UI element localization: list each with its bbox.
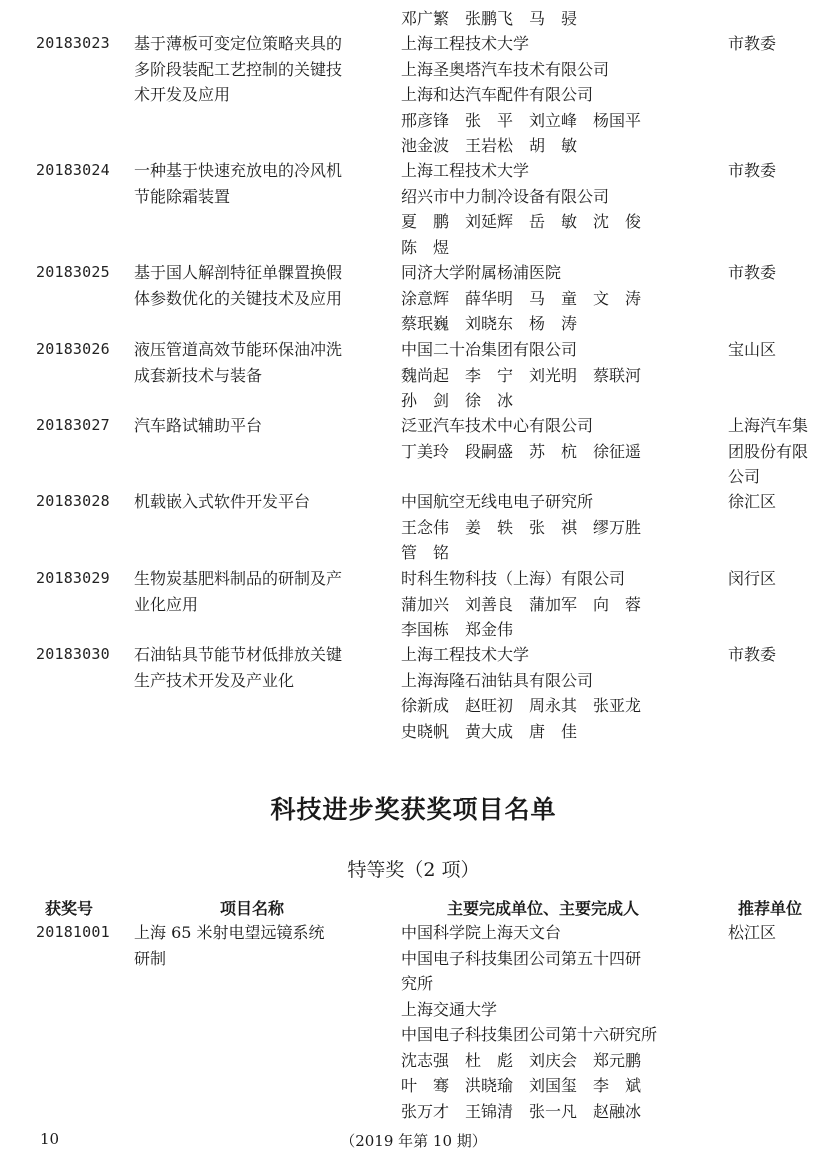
award-number: 20183026 <box>36 340 110 358</box>
project-name-line: 多阶段装配工艺控制的关键技 <box>134 59 343 79</box>
header-units-persons: 主要完成单位、主要完成人 <box>447 899 640 918</box>
award-number: 20183027 <box>36 416 110 434</box>
unit-person-line: 蒲加兴 刘善良 蒲加军 向 蓉 <box>401 594 642 614</box>
completion-units-and-persons <box>401 566 721 643</box>
unit-person-line: 同济大学附属杨浦医院 <box>401 263 562 282</box>
project-name-line: 一种基于快速充放电的冷风机 <box>134 161 343 180</box>
project-name <box>134 158 384 209</box>
completion-units-and-persons <box>401 337 721 414</box>
unit-person-line: 王念伟 姜 轶 张 祺 缪万胜 <box>401 517 642 537</box>
project-name-line: 成套新技术与装备 <box>134 365 263 385</box>
unit-person-line: 上海工程技术大学 <box>401 34 530 53</box>
issue-label: （2019 年第 10 期） <box>340 1132 487 1150</box>
unit-person-line: 史晓帆 黄大成 唐 佳 <box>401 721 578 741</box>
completion-units-and-persons <box>401 158 721 260</box>
recommending-unit <box>728 260 824 286</box>
project-name-line: 基于薄板可变定位策略夹具的 <box>134 34 343 53</box>
project-name <box>134 337 384 388</box>
recommending-unit <box>728 413 824 490</box>
project-name-line: 节能除霜装置 <box>134 186 231 206</box>
recommending-unit <box>728 337 824 363</box>
unit-person-line: 丁美玲 段嗣盛 苏 杭 徐征遥 <box>401 441 642 461</box>
project-name-line: 液压管道高效节能环保油冲洗 <box>134 340 343 359</box>
recommending-unit <box>728 158 824 184</box>
award-number: 20181001 <box>36 923 110 941</box>
recommending-unit <box>728 642 824 668</box>
unit-person-line: 叶 骞 洪晓瑜 刘国玺 李 斌 <box>401 1076 642 1095</box>
award-number: 20183025 <box>36 263 110 281</box>
unit-person-line: 上海工程技术大学 <box>401 645 530 664</box>
unit-person-line: 中国电子科技集团公司第十六研究所 <box>401 1025 658 1044</box>
unit-person-line: 池金波 王岩松 胡 敏 <box>401 136 578 155</box>
section-title: 科技进步奖获奖项目名单 <box>270 795 557 824</box>
unit-person-line: 孙 剑 徐 冰 <box>401 391 514 410</box>
award-number: 20183023 <box>36 34 110 52</box>
carryover-names: 邓广繁 张鹏飞 马 骎 <box>401 9 578 28</box>
project-name <box>134 413 384 439</box>
completion-units-and-persons <box>401 260 721 337</box>
project-name <box>134 566 384 617</box>
project-name <box>134 489 384 515</box>
unit-person-line: 陈 煜 <box>401 237 450 257</box>
recommender-line: 徐汇区 <box>728 492 777 511</box>
unit-person-line: 上海和达汽车配件有限公司 <box>401 85 594 104</box>
recommending-unit <box>728 31 824 57</box>
recommender-line: 松江区 <box>728 923 777 942</box>
project-name-line: 研制 <box>134 948 167 968</box>
recommender-line: 市教委 <box>728 161 777 180</box>
header-award-number: 获奖号 <box>45 899 94 918</box>
recommending-unit <box>728 920 824 946</box>
header-project-name: 项目名称 <box>220 899 285 918</box>
unit-person-line: 沈志强 杜 彪 刘庆会 郑元鹏 <box>401 1050 642 1070</box>
award-number: 20183030 <box>36 645 110 663</box>
project-name <box>134 642 384 693</box>
recommender-line: 上海汽车集 <box>728 416 809 435</box>
completion-units-and-persons <box>401 920 721 1124</box>
completion-units-and-persons <box>401 489 721 566</box>
unit-person-line: 上海工程技术大学 <box>401 161 530 180</box>
project-name-line: 石油钻具节能节材低排放关键 <box>134 645 343 664</box>
unit-person-line: 中国航空无线电电子研究所 <box>401 492 594 511</box>
unit-person-line: 究所 <box>401 974 434 993</box>
recommender-line: 宝山区 <box>728 340 777 359</box>
project-name-line: 生产技术开发及产业化 <box>134 670 295 690</box>
project-name-line: 机载嵌入式软件开发平台 <box>134 492 311 511</box>
project-name <box>134 260 384 311</box>
award-number: 20183029 <box>36 569 110 587</box>
unit-person-line: 上海交通大学 <box>401 999 498 1019</box>
project-name-line: 上海 65 米射电望远镜系统 <box>134 923 325 942</box>
project-name-line: 基于国人解剖特征单髁置换假 <box>134 263 343 282</box>
recommender-line: 闵行区 <box>728 569 777 588</box>
project-name-line: 生物炭基肥料制品的研制及产 <box>134 569 343 588</box>
recommending-unit <box>728 489 824 515</box>
project-name-line: 术开发及应用 <box>134 85 231 104</box>
unit-person-line: 张万才 王锦清 张一凡 赵融冰 <box>401 1101 642 1121</box>
unit-person-line: 中国二十冶集团有限公司 <box>401 340 578 359</box>
unit-person-line: 涂意辉 薛华明 马 童 文 涛 <box>401 288 642 308</box>
completion-units-and-persons <box>401 31 721 159</box>
unit-person-line: 徐新成 赵旺初 周永其 张亚龙 <box>401 696 642 715</box>
unit-person-line: 管 铭 <box>401 543 450 562</box>
project-name <box>134 31 384 108</box>
unit-person-line: 李国栋 郑金伟 <box>401 620 514 639</box>
completion-units-and-persons <box>401 642 721 744</box>
recommender-line: 市教委 <box>728 34 777 53</box>
unit-person-line: 上海海隆石油钻具有限公司 <box>401 670 594 690</box>
unit-person-line: 绍兴市中力制冷设备有限公司 <box>401 186 610 206</box>
unit-person-line: 时科生物科技（上海）有限公司 <box>401 569 626 588</box>
unit-person-line: 泛亚汽车技术中心有限公司 <box>401 416 594 435</box>
recommending-unit <box>728 566 824 592</box>
completion-units-and-persons <box>401 413 721 464</box>
project-name-line: 业化应用 <box>134 594 199 614</box>
recommender-line: 公司 <box>728 467 761 486</box>
award-number: 20183024 <box>36 161 110 179</box>
recommender-line: 市教委 <box>728 263 777 282</box>
project-name-line: 汽车路试辅助平台 <box>134 416 263 435</box>
recommender-line: 团股份有限 <box>728 441 809 461</box>
unit-person-line: 夏 鹏 刘延辉 岳 敏 沈 俊 <box>401 212 642 231</box>
page-number: 10 <box>40 1130 60 1148</box>
recommender-line: 市教委 <box>728 645 777 664</box>
award-number: 20183028 <box>36 492 110 510</box>
unit-person-line: 上海圣奥塔汽车技术有限公司 <box>401 59 610 79</box>
project-name-line: 体参数优化的关键技术及应用 <box>134 288 343 308</box>
unit-person-line: 中国电子科技集团公司第五十四研 <box>401 948 642 968</box>
unit-person-line: 邢彦锋 张 平 刘立峰 杨国平 <box>401 110 642 130</box>
unit-person-line: 中国科学院上海天文台 <box>401 923 562 942</box>
header-recommender: 推荐单位 <box>738 899 803 918</box>
subsection-title: 特等奖（2 项） <box>347 859 480 881</box>
unit-person-line: 魏尚起 李 宁 刘光明 蔡联河 <box>401 365 642 385</box>
project-name <box>134 920 384 971</box>
unit-person-line: 蔡珉巍 刘晓东 杨 涛 <box>401 314 578 333</box>
